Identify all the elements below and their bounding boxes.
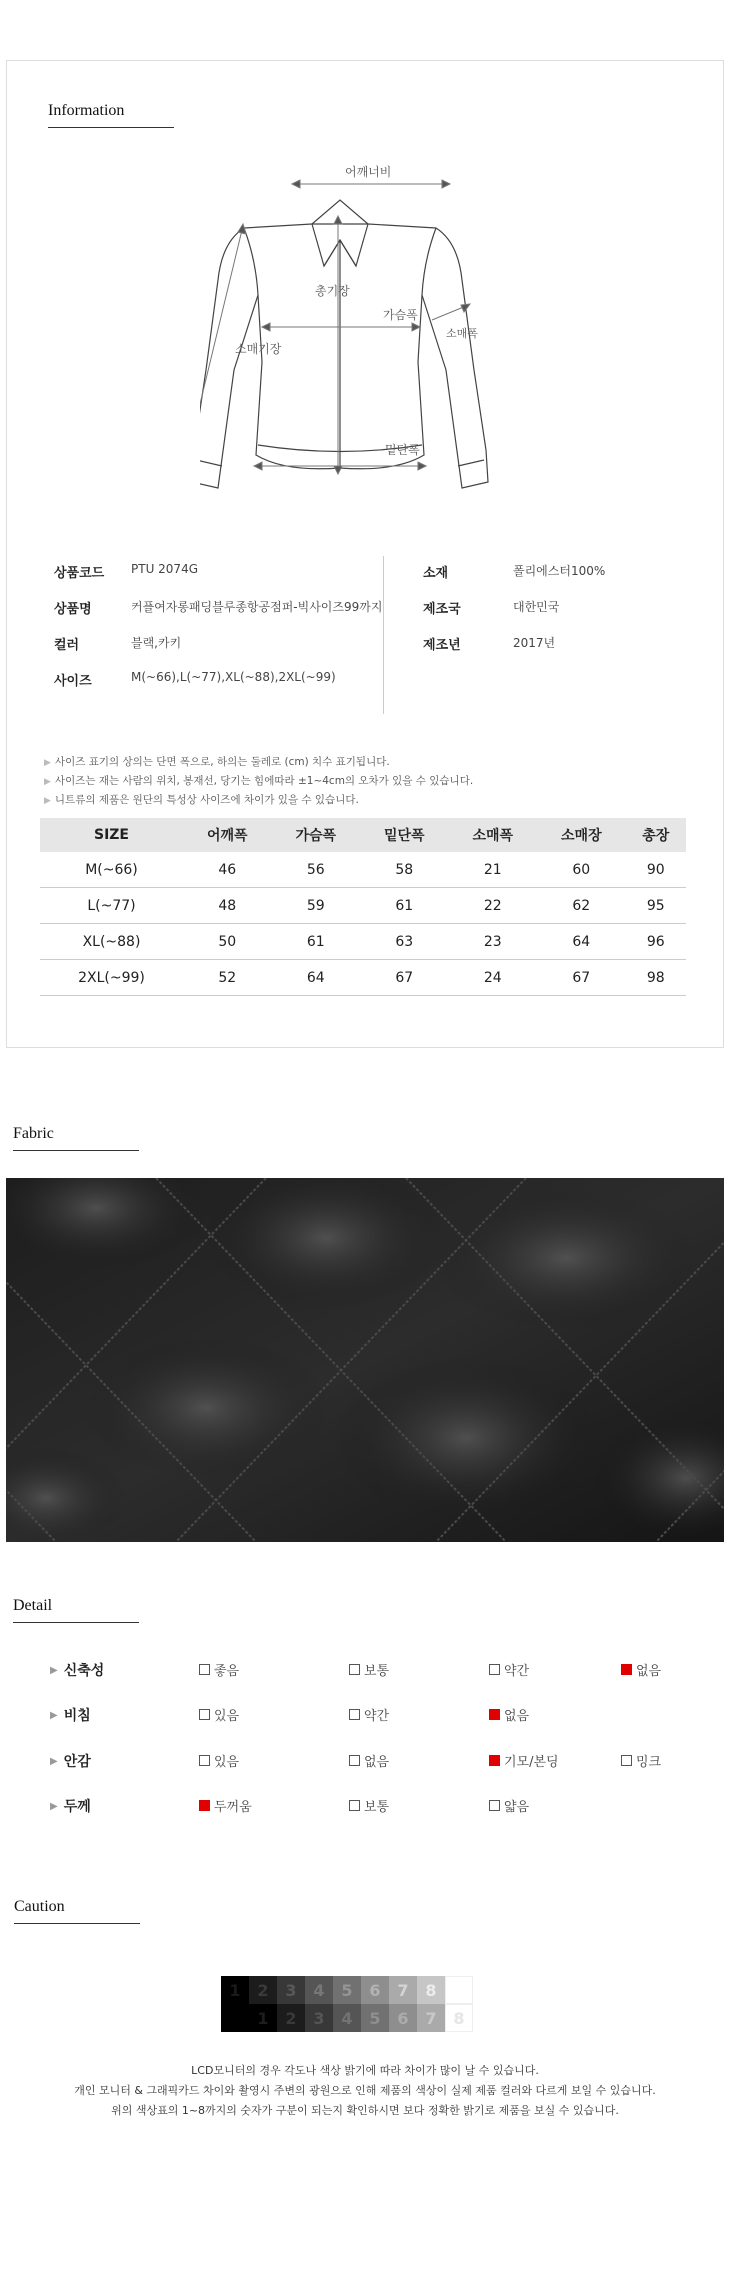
triangle-icon: ▶ xyxy=(50,1709,58,1721)
fabric-title: Fabric xyxy=(13,1125,54,1142)
table-header: 소매폭 xyxy=(449,818,538,852)
table-cell: 67 xyxy=(537,960,626,996)
table-cell: 98 xyxy=(626,960,686,996)
spec-value: 대한민국 xyxy=(513,600,560,614)
table-cell: 64 xyxy=(537,924,626,960)
table-cell: 48 xyxy=(183,888,272,924)
gray-swatch: 3 xyxy=(277,1976,305,2004)
detail-option: 밍크 xyxy=(621,1751,661,1770)
note-item: ▶ 사이즈 표기의 상의는 단면 폭으로, 하의는 둘레로 (cm) 치수 표기됩니다. xyxy=(44,756,390,768)
detail-option: 좋음 xyxy=(199,1660,239,1679)
table-cell: 90 xyxy=(626,852,686,888)
gray-swatch: 2 xyxy=(277,2004,305,2032)
detail-title-underline xyxy=(13,1622,139,1623)
gray-swatch: 5 xyxy=(361,2004,389,2032)
information-title-underline xyxy=(48,127,174,128)
detail-label: 두께 xyxy=(63,1799,91,1815)
table-cell: 61 xyxy=(272,924,361,960)
detail-row-stretch xyxy=(50,1660,104,1680)
checkbox-checked xyxy=(489,1755,500,1766)
table-header: 가슴폭 xyxy=(272,818,361,852)
checkbox xyxy=(349,1800,360,1811)
detail-option: 보통 xyxy=(349,1796,389,1815)
table-cell: 64 xyxy=(272,960,361,996)
triangle-icon: ▶ xyxy=(44,777,51,787)
table-cell: 23 xyxy=(449,924,538,960)
table-cell: 63 xyxy=(360,924,449,960)
detail-option: 기모/본딩 xyxy=(489,1751,559,1770)
checkbox-checked xyxy=(621,1664,632,1675)
gray-swatch: 8 xyxy=(445,2004,473,2032)
caution-line: 개인 모니터 & 그래픽카드 차이와 촬영시 주변의 광원으로 인해 제품의 색상이 실제 제품 컬러와 다르게 보일 수 있습니다. xyxy=(74,2084,656,2097)
gray-swatch: 2 xyxy=(249,1976,277,2004)
spec-value: 커플여자롱패딩블루종항공점퍼-빅사이즈99까지 xyxy=(131,600,383,614)
table-cell: 22 xyxy=(449,888,538,924)
spec-label: 소재 xyxy=(423,566,449,581)
checkbox xyxy=(489,1800,500,1811)
gray-swatch: 7 xyxy=(417,2004,445,2032)
table-header-row xyxy=(40,818,686,852)
triangle-icon: ▶ xyxy=(50,1755,58,1767)
caution-line: 위의 색상표의 1~8까지의 숫자가 구분이 되는지 확인하시면 보다 정확한 밝기로 제품을 보실 수 있습니다. xyxy=(111,2104,619,2117)
table-cell: 58 xyxy=(360,852,449,888)
gray-swatch: 8 xyxy=(417,1976,445,2004)
triangle-icon: ▶ xyxy=(50,1664,58,1676)
detail-option: 두꺼움 xyxy=(199,1796,252,1815)
table-row xyxy=(40,924,686,960)
table-cell: 60 xyxy=(537,852,626,888)
chest-label: 가슴폭 xyxy=(383,308,418,322)
detail-option: 보통 xyxy=(349,1660,389,1679)
triangle-icon: ▶ xyxy=(44,796,51,806)
jacket-measurement-diagram xyxy=(200,160,530,500)
specs-left xyxy=(54,562,382,706)
table-cell: 46 xyxy=(183,852,272,888)
spec-row xyxy=(54,670,382,706)
detail-option: 없음 xyxy=(349,1751,389,1770)
fabric-title-underline xyxy=(13,1150,139,1151)
detail-row-lining xyxy=(50,1751,91,1771)
fabric-photo xyxy=(6,1178,724,1542)
note-item: ▶ 사이즈는 재는 사람의 위치, 봉재선, 당기는 힘에따라 ±1~4cm의 오차가 있을 수 있습니다. xyxy=(44,775,474,787)
gray-swatch: 3 xyxy=(305,2004,333,2032)
gray-swatch xyxy=(221,2004,249,2032)
gray-swatch: 4 xyxy=(333,2004,361,2032)
triangle-icon: ▶ xyxy=(44,758,51,768)
caution-text xyxy=(0,2062,730,2122)
spec-label: 컬러 xyxy=(54,638,80,653)
checkbox xyxy=(349,1755,360,1766)
checkbox xyxy=(199,1709,210,1720)
gray-swatch: 4 xyxy=(305,1976,333,2004)
table-cell: 24 xyxy=(449,960,538,996)
detail-row-sheer xyxy=(50,1705,91,1725)
table-cell: 61 xyxy=(360,888,449,924)
spec-label: 상품코드 xyxy=(54,566,105,581)
checkbox-checked xyxy=(199,1800,210,1811)
spec-label: 제조년 xyxy=(423,638,461,653)
gray-swatch: 5 xyxy=(333,1976,361,2004)
table-header: 총장 xyxy=(626,818,686,852)
table-cell: L(~77) xyxy=(40,888,183,924)
gray-swatch xyxy=(445,1976,473,2004)
caution-line: LCD모니터의 경우 각도나 색상 밝기에 따라 차이가 많이 날 수 있습니다. xyxy=(191,2064,539,2077)
detail-option: 없음 xyxy=(489,1705,529,1724)
detail-label: 신축성 xyxy=(63,1663,105,1679)
spec-value: M(~66),L(~77),XL(~88),2XL(~99) xyxy=(131,670,336,684)
table-cell: 96 xyxy=(626,924,686,960)
gray-swatch: 6 xyxy=(361,1976,389,2004)
note-item: ▶ 니트류의 제품은 원단의 특성상 사이즈에 차이가 있을 수 있습니다. xyxy=(44,794,359,806)
table-cell: XL(~88) xyxy=(40,924,183,960)
spec-row xyxy=(54,634,382,670)
table-cell: 67 xyxy=(360,960,449,996)
table-cell: 95 xyxy=(626,888,686,924)
table-cell: M(~66) xyxy=(40,852,183,888)
checkbox xyxy=(489,1664,500,1675)
hem-label: 밑단폭 xyxy=(385,443,420,457)
checkbox-checked xyxy=(489,1709,500,1720)
table-cell: 62 xyxy=(537,888,626,924)
table-header: SIZE xyxy=(40,818,183,852)
checkbox xyxy=(199,1664,210,1675)
spec-row xyxy=(423,634,605,670)
caution-title-underline xyxy=(14,1923,140,1924)
spec-row xyxy=(423,562,605,598)
table-row xyxy=(40,960,686,996)
detail-option: 얇음 xyxy=(489,1796,529,1815)
detail-option: 약간 xyxy=(489,1660,529,1679)
table-cell: 59 xyxy=(272,888,361,924)
table-header: 밑단폭 xyxy=(360,818,449,852)
grayscale-chart-top xyxy=(221,1976,473,2004)
spec-divider xyxy=(383,556,384,714)
table-row xyxy=(40,852,686,888)
specs-right xyxy=(423,562,605,670)
shoulder-label: 어깨너비 xyxy=(345,165,392,179)
detail-label: 비침 xyxy=(63,1708,91,1724)
spec-value: PTU 2074G xyxy=(131,562,199,576)
sleeve-width-label: 소매폭 xyxy=(446,327,478,340)
gray-swatch: 6 xyxy=(389,2004,417,2032)
gray-swatch: 1 xyxy=(249,2004,277,2032)
spec-label: 상품명 xyxy=(54,602,92,617)
table-cell: 2XL(~99) xyxy=(40,960,183,996)
checkbox xyxy=(199,1755,210,1766)
detail-title: Detail xyxy=(13,1597,53,1614)
spec-value: 블랙,카키 xyxy=(131,636,182,650)
detail-option: 약간 xyxy=(349,1705,389,1724)
detail-label: 안감 xyxy=(63,1754,91,1770)
checkbox xyxy=(349,1709,360,1720)
information-title: Information xyxy=(48,102,125,119)
spec-row xyxy=(54,562,382,598)
detail-option: 없음 xyxy=(621,1660,661,1679)
gray-swatch: 1 xyxy=(221,1976,249,2004)
measurement-arrows xyxy=(200,180,470,474)
table-cell: 56 xyxy=(272,852,361,888)
size-table xyxy=(40,818,686,996)
checkbox xyxy=(349,1664,360,1675)
spec-row xyxy=(423,598,605,634)
detail-option: 있음 xyxy=(199,1705,239,1724)
grayscale-chart-bottom xyxy=(221,2004,473,2032)
spec-label: 제조국 xyxy=(423,602,461,617)
spec-value: 폴리에스터100% xyxy=(513,564,606,578)
caution-title: Caution xyxy=(14,1898,65,1915)
spec-label: 사이즈 xyxy=(54,674,92,689)
detail-option: 있음 xyxy=(199,1751,239,1770)
spec-value: 2017년 xyxy=(513,636,556,650)
gray-swatch: 7 xyxy=(389,1976,417,2004)
checkbox xyxy=(621,1755,632,1766)
length-label: 총기장 xyxy=(315,284,350,298)
table-header: 소매장 xyxy=(537,818,626,852)
detail-row-thickness xyxy=(50,1796,91,1816)
size-notes xyxy=(44,754,473,811)
triangle-icon: ▶ xyxy=(50,1800,58,1812)
table-row xyxy=(40,888,686,924)
sleeve-length-label: 소매기장 xyxy=(235,342,282,356)
table-cell: 52 xyxy=(183,960,272,996)
spec-row xyxy=(54,598,382,634)
table-header: 어깨폭 xyxy=(183,818,272,852)
table-cell: 50 xyxy=(183,924,272,960)
table-cell: 21 xyxy=(449,852,538,888)
